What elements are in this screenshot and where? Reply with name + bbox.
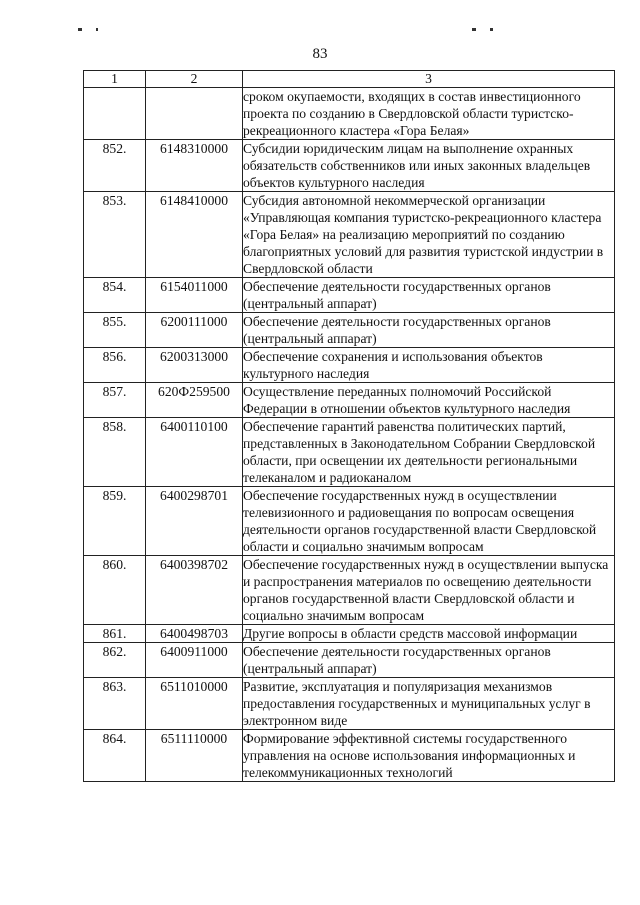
budget-code-table bbox=[83, 70, 615, 782]
row-number: 858. bbox=[84, 418, 146, 487]
row-description: Обеспечение государственных нужд в осуществлении выпуска и распространения материалов по освещению деятельности органов государственной власти Свердловской области и социально значимым вопросам bbox=[243, 556, 615, 625]
scan-mark bbox=[78, 28, 82, 31]
column-header-number: 1 bbox=[84, 71, 146, 88]
row-code: 6400110100 bbox=[146, 418, 243, 487]
table-row bbox=[84, 418, 615, 487]
row-description: сроком окупаемости, входящих в состав инвестиционного проекта по созданию в Свердловской области туристско-рекреационного кластера «Гора Белая» bbox=[243, 88, 615, 140]
row-code: 6400398702 bbox=[146, 556, 243, 625]
table-row bbox=[84, 140, 615, 192]
row-code: 6400298701 bbox=[146, 487, 243, 556]
row-code: 6154011000 bbox=[146, 278, 243, 313]
row-description: Обеспечение гарантий равенства политических партий, представленных в Законодательном Собрании Свердловской области, при освещении их деятельности региональными телеканалом и радиоканалом bbox=[243, 418, 615, 487]
row-number: 862. bbox=[84, 643, 146, 678]
table-row bbox=[84, 643, 615, 678]
row-description: Обеспечение сохранения и использования объектов культурного наследия bbox=[243, 348, 615, 383]
table-row bbox=[84, 625, 615, 643]
table-row bbox=[84, 192, 615, 278]
row-code: 620Ф259500 bbox=[146, 383, 243, 418]
table-row bbox=[84, 88, 615, 140]
row-description: Другие вопросы в области средств массовой информации bbox=[243, 625, 615, 643]
row-number: 855. bbox=[84, 313, 146, 348]
row-description: Развитие, эксплуатация и популяризация механизмов предоставления государственных и муниципальных услуг в электронном виде bbox=[243, 678, 615, 730]
row-code: 6400911000 bbox=[146, 643, 243, 678]
table-row bbox=[84, 678, 615, 730]
table-row bbox=[84, 383, 615, 418]
table-header-row bbox=[84, 71, 615, 88]
row-number: 854. bbox=[84, 278, 146, 313]
row-number: 853. bbox=[84, 192, 146, 278]
scan-mark bbox=[472, 28, 476, 31]
row-number: 852. bbox=[84, 140, 146, 192]
column-header-description: 3 bbox=[243, 71, 615, 88]
row-code: 6200313000 bbox=[146, 348, 243, 383]
row-description: Осуществление переданных полномочий Российской Федерации в отношении объектов культурного наследия bbox=[243, 383, 615, 418]
scan-mark bbox=[490, 28, 493, 31]
row-number: 863. bbox=[84, 678, 146, 730]
row-number: 859. bbox=[84, 487, 146, 556]
row-description: Обеспечение государственных нужд в осуществлении телевизионного и радиовещания по вопросам освещения деятельности органов государственной власти Свердловской области и социально значимым вопросам bbox=[243, 487, 615, 556]
table-row bbox=[84, 348, 615, 383]
row-code: 6148410000 bbox=[146, 192, 243, 278]
row-code bbox=[146, 88, 243, 140]
row-description: Субсидия автономной некоммерческой организации «Управляющая компания туристско-рекреационного кластера «Гора Белая» на реализацию мероприятий по созданию благоприятных условий для развития туристской индустрии в Свердловской области bbox=[243, 192, 615, 278]
row-code: 6511010000 bbox=[146, 678, 243, 730]
table-row bbox=[84, 487, 615, 556]
row-description: Обеспечение деятельности государственных органов (центральный аппарат) bbox=[243, 278, 615, 313]
row-number: 856. bbox=[84, 348, 146, 383]
row-code: 6200111000 bbox=[146, 313, 243, 348]
table-row bbox=[84, 556, 615, 625]
row-code: 6400498703 bbox=[146, 625, 243, 643]
row-number: 864. bbox=[84, 730, 146, 782]
row-code: 6511110000 bbox=[146, 730, 243, 782]
page-number: 83 bbox=[312, 46, 328, 62]
row-description: Обеспечение деятельности государственных органов (центральный аппарат) bbox=[243, 313, 615, 348]
row-number: 857. bbox=[84, 383, 146, 418]
column-header-code: 2 bbox=[146, 71, 243, 88]
table-row bbox=[84, 278, 615, 313]
row-description: Формирование эффективной системы государственного управления на основе использования информационных и телекоммуникационных технологий bbox=[243, 730, 615, 782]
scan-mark bbox=[96, 28, 98, 31]
row-number: 861. bbox=[84, 625, 146, 643]
row-number bbox=[84, 88, 146, 140]
table-row bbox=[84, 313, 615, 348]
table-row bbox=[84, 730, 615, 782]
row-number: 860. bbox=[84, 556, 146, 625]
row-description: Обеспечение деятельности государственных органов (центральный аппарат) bbox=[243, 643, 615, 678]
row-code: 6148310000 bbox=[146, 140, 243, 192]
row-description: Субсидии юридическим лицам на выполнение охранных обязательств собственников или иных законных владельцев объектов культурного наследия bbox=[243, 140, 615, 192]
